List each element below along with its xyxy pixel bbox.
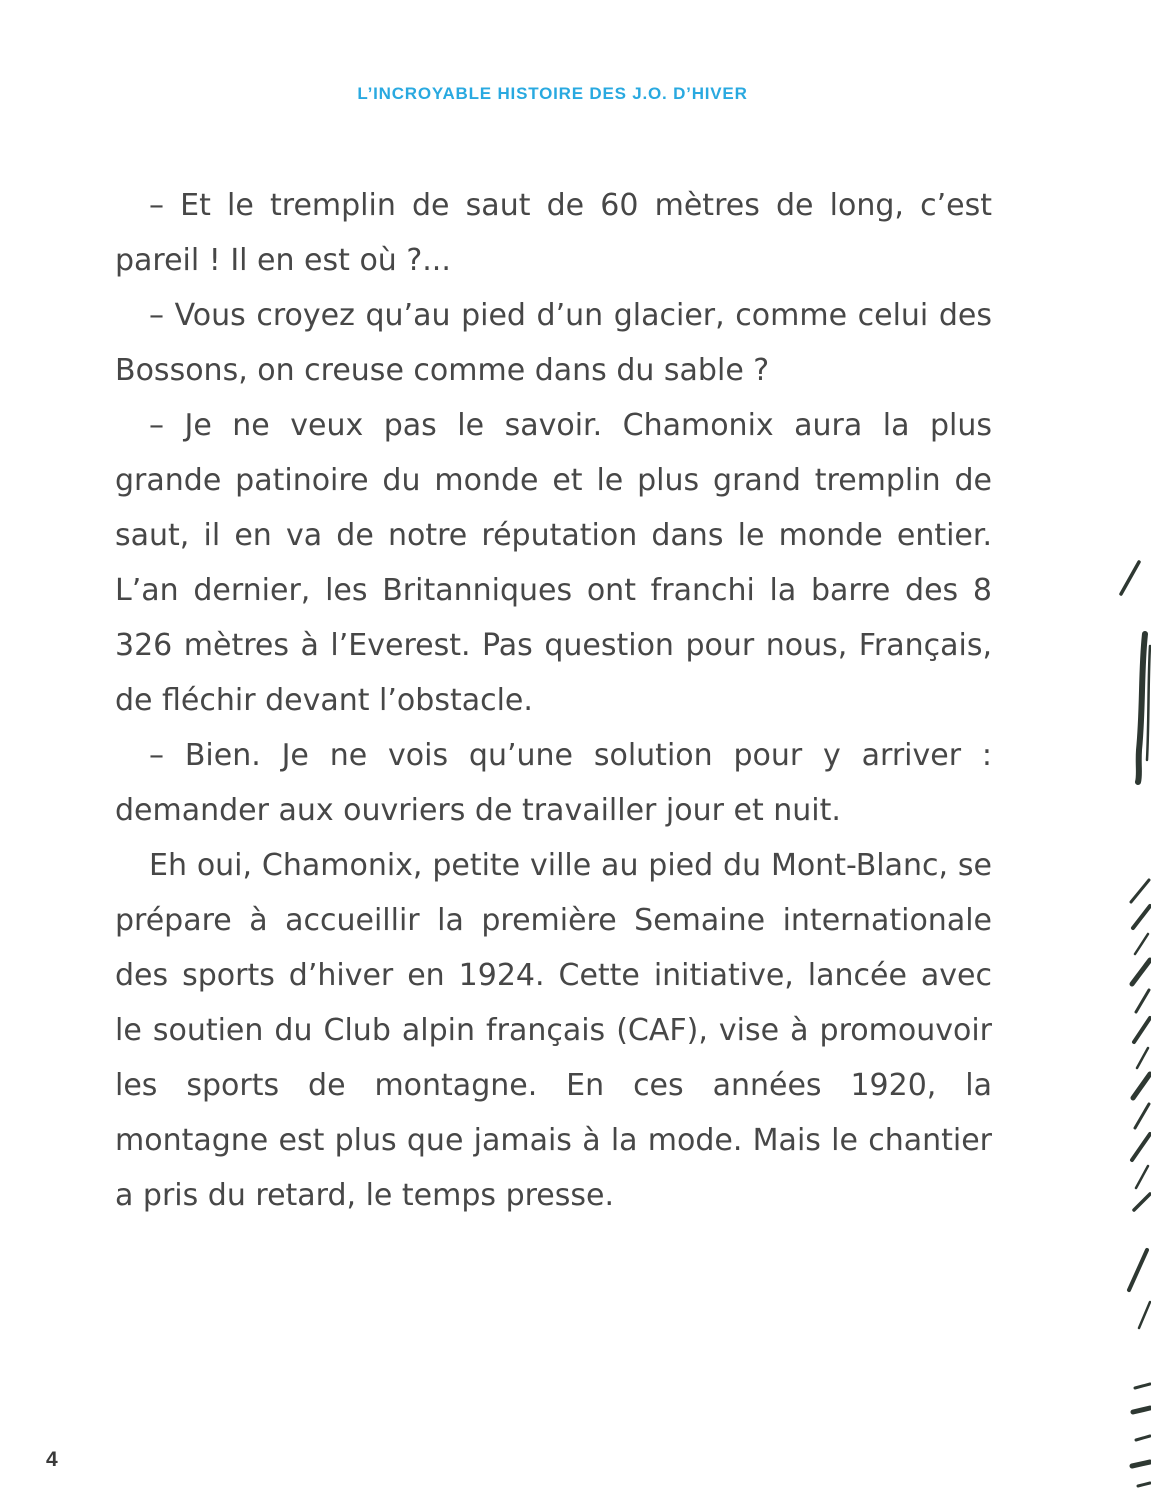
body-paragraph: – Je ne veux pas le savoir. Chamonix aura la plus grande patinoire du monde et le plus grand tremplin de saut, il en va de notre réputation dans le monde entier. L’an dernier, les Britanniques ont franchi la barre des 8 326 mètres à l’Everest. Pas question pour nous, Français, de fléchir devant l’obstacle.	[115, 408, 992, 718]
page-number: 4	[46, 1448, 58, 1471]
body-paragraph: – Vous croyez qu’au pied d’un glacier, comme celui des Bossons, on creuse comme dans du sable ?	[115, 298, 992, 388]
body-paragraph: – Et le tremplin de saut de 60 mètres de long, c’est pareil ! Il en est où ?...	[115, 188, 992, 278]
body-paragraph: Eh oui, Chamonix, petite ville au pied du Mont-Blanc, se prépare à accueillir la première Semaine internationale des sports d’hiver en 1924. Cette initiative, lancée avec le soutien du Club alpin français (CAF), vise à promouvoir les sports de montagne. En ces années 1920, la montagne est plus que jamais à la mode. Mais le chantier a pris du retard, le temps presse.	[115, 848, 992, 1213]
body-paragraph: – Bien. Je ne vois qu’une solution pour y arriver : demander aux ouvriers de travailler jour et nuit.	[115, 738, 992, 828]
running-header-title: L’INCROYABLE HISTOIRE DES J.O. D’HIVER	[357, 84, 748, 103]
edge-sketch-illustration-icon	[1105, 550, 1151, 1492]
page-body-text	[115, 178, 992, 1223]
